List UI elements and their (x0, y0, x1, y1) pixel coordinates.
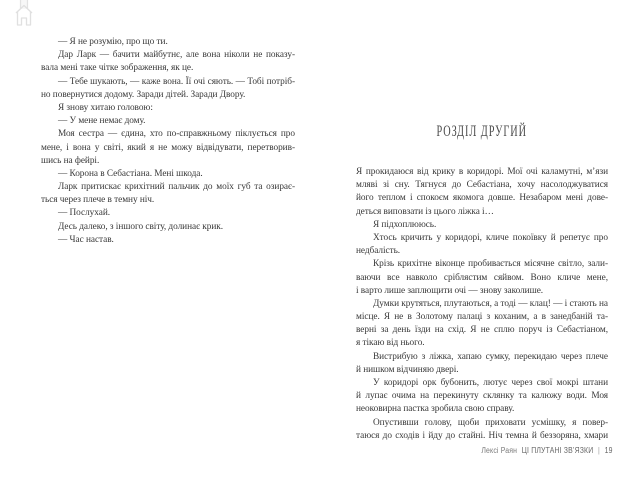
text-line: Я знову хитаю головою: (58, 102, 153, 113)
paragraph (41, 128, 295, 168)
text-line: Хтось кричить у коридорі, кличе покоївку й репетує про (373, 232, 608, 243)
text-line: Вистрибую з ліжка, хапаю сумку, перекидаю через плече (373, 351, 608, 362)
text-line: неоковирна пастка зробила свою справу. (356, 404, 515, 415)
text-line: й лупає очима на перекинуту склянку та калюжу води. Моя (356, 391, 608, 402)
text-line: Я підхоплююсь. (373, 219, 437, 230)
text-line: — Тебе шукають, — каже вона. Її очі сяють. — Тобі потріб- (58, 76, 295, 87)
text-line: Опустивши голову, щоби приховати усмішку, я повер- (373, 417, 608, 428)
page-footer (482, 446, 613, 455)
text-line: Моя сестра — єдина, хто по-справжньому піклується про (58, 129, 295, 140)
text-line: місце. Я не в Золотому палаці з коханим, а в занедбаній та- (356, 312, 608, 323)
chapter-heading (356, 124, 608, 140)
text-line: мляві зі сну. Тягнуся до Себастіана, хочу насолоджуватися (356, 180, 608, 191)
left-page (41, 36, 295, 247)
text-line: Я прокидаюся від крику в коридорі. Мої очі каламутні, м’язи (356, 167, 608, 177)
text-line: но повернутися додому. Заради дітей. Заради Двору. (41, 89, 246, 100)
text-line: У коридорі орк бубонить, лютує через свої мокрі штани (373, 378, 608, 388)
text-line: шись на фейрі. (41, 155, 100, 166)
footer-book-title: ЦІ ПЛУТАНІ ЗВ’ЯЗКИ (522, 446, 594, 455)
paragraph (41, 115, 295, 128)
paragraph (356, 232, 608, 258)
paragraph (356, 219, 608, 232)
text-line: ться через плече в темну ніч. (41, 195, 155, 206)
paragraph (356, 377, 608, 417)
paragraph (356, 258, 608, 298)
paragraph (41, 102, 295, 115)
text-line: вала мені таке чітке зображення, як це. (41, 63, 194, 74)
text-line: я тікаю від нього. (356, 338, 425, 349)
text-line: — Послухай. (58, 208, 111, 219)
footer-author: Лексі Раян (481, 446, 518, 455)
paragraph (41, 181, 295, 207)
text-line: — Час настав. (58, 234, 114, 245)
text-line: його теплом і спокоєм якомога довше. Незабаром мені дове- (356, 193, 608, 204)
text-line: верні за день їзди на схід. Я не сплю поруч із Себастіаном, (356, 325, 608, 336)
paragraph (41, 76, 295, 102)
paragraph (41, 207, 295, 220)
footer-separator: | (598, 446, 601, 455)
right-page (356, 166, 608, 443)
text-line: деться виповзати із цього ліжка і… (356, 206, 494, 217)
text-line: й нишком відчиняю двері. (356, 364, 459, 375)
paragraph (356, 351, 608, 377)
text-line: ваючи все навколо сріблястим сяйвом. Воно кличе мене, (356, 272, 608, 283)
text-line: таюся до сходів і йду до стайні. Ніч темна й беззоряна, хмари (356, 430, 608, 441)
text-line: Ларк притискає крихітний пальчик до моїх губ та озирає- (58, 182, 295, 193)
text-line: і варто лише заплющити очі — знову заколише. (356, 285, 544, 296)
paragraph (41, 36, 295, 49)
paragraph (41, 49, 295, 75)
paragraph (41, 234, 295, 247)
paragraph (356, 166, 608, 219)
paragraph (356, 298, 608, 351)
text-line: мене, і вона у світі, який я не можу відвідувати, перетворив- (41, 142, 295, 153)
chapter-heading-text: РОЗДІЛ ДРУГИЙ (436, 123, 528, 140)
paragraph (41, 221, 295, 234)
text-line: — Корона в Себастіана. Мені шкода. (58, 168, 203, 179)
text-line: Крізь крихітне віконце пробивається місячне світло, зали- (373, 259, 608, 270)
home-bookmark-icon[interactable] (13, 0, 35, 28)
text-line: Думки крутяться, плутаються, а тоді — клац! — і стають на (373, 298, 608, 309)
text-line: Дар Ларк — бачити майбутнє, але вона ніколи не показу- (58, 50, 295, 61)
paragraph (356, 417, 608, 443)
footer-page-number: 19 (604, 446, 613, 455)
text-line: недбалість. (356, 246, 401, 257)
paragraph (41, 168, 295, 181)
text-line: — Я не розумію, про що ти. (58, 37, 168, 47)
text-line: Десь далеко, з іншого світу, долинає крик. (58, 221, 224, 232)
text-line: — У мене немає дому. (58, 116, 146, 127)
